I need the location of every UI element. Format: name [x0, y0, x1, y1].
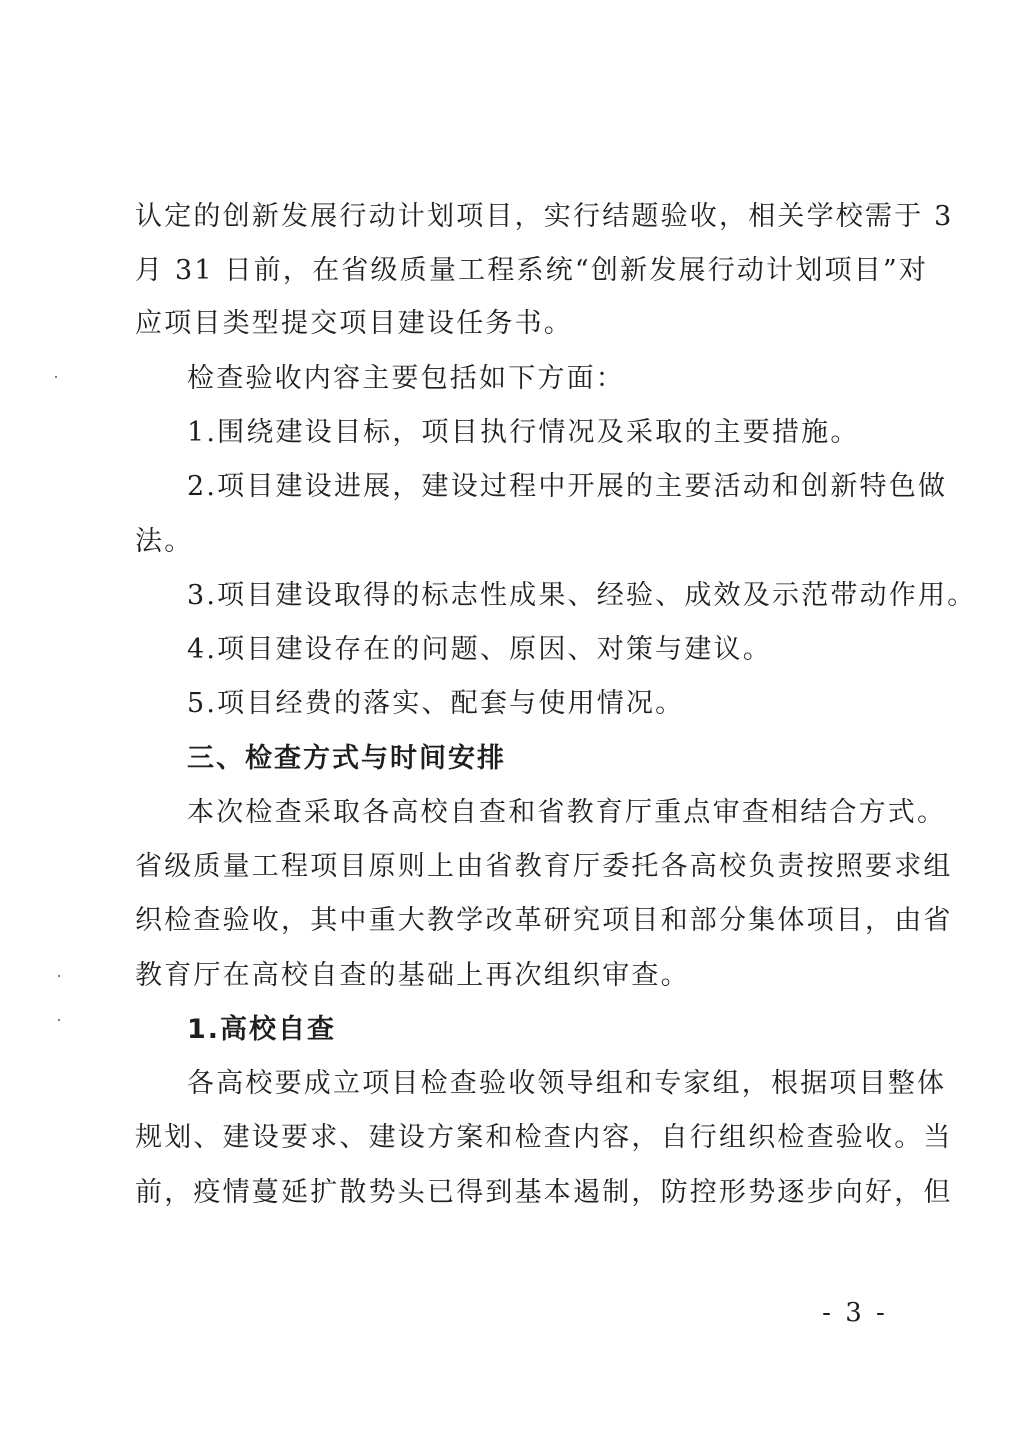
scan-speck — [55, 376, 57, 378]
body-text-line: 检查验收内容主要包括如下方面： — [187, 363, 625, 394]
list-item: 3.项目建设取得的标志性成果、经验、成效及示范带动作用。 — [187, 580, 977, 611]
list-item-continuation: 法。 — [135, 526, 194, 557]
body-text-line: 认定的创新发展行动计划项目，实行结题验收，相关学校需于 3 — [135, 201, 954, 232]
body-text-line: 织检查验收，其中重大教学改革研究项目和部分集体项目，由省 — [135, 905, 953, 936]
body-text-line: 前，疫情蔓延扩散势头已得到基本遏制，防控形势逐步向好，但 — [135, 1177, 953, 1208]
body-text-line: 教育厅在高校自查的基础上再次组织审查。 — [135, 960, 690, 991]
body-text-line: 本次检查采取各高校自查和省教育厅重点审查相结合方式。 — [187, 797, 947, 828]
list-item: 2.项目建设进展，建设过程中开展的主要活动和创新特色做 — [187, 471, 948, 502]
body-text-line: 月 31 日前，在省级质量工程系统“创新发展行动计划项目”对 — [135, 255, 929, 286]
body-text-line: 省级质量工程项目原则上由省教育厅委托各高校负责按照要求组 — [135, 851, 953, 882]
scan-speck — [58, 975, 60, 977]
body-text-line: 应项目类型提交项目建设任务书。 — [135, 308, 573, 339]
body-text-line: 各高校要成立项目检查验收领导组和专家组，根据项目整体 — [187, 1068, 947, 1099]
page-number: - 3 - — [822, 1298, 888, 1328]
subsection-heading: 1.高校自查 — [187, 1014, 337, 1045]
scan-speck — [58, 1019, 60, 1021]
body-text-line: 规划、建设要求、建设方案和检查内容，自行组织检查验收。当 — [135, 1122, 953, 1153]
list-item: 5.项目经费的落实、配套与使用情况。 — [187, 688, 685, 719]
list-item: 1.围绕建设目标，项目执行情况及采取的主要措施。 — [187, 417, 860, 448]
list-item: 4.项目建设存在的问题、原因、对策与建议。 — [187, 634, 772, 665]
section-heading: 三、检查方式与时间安排 — [187, 743, 506, 774]
